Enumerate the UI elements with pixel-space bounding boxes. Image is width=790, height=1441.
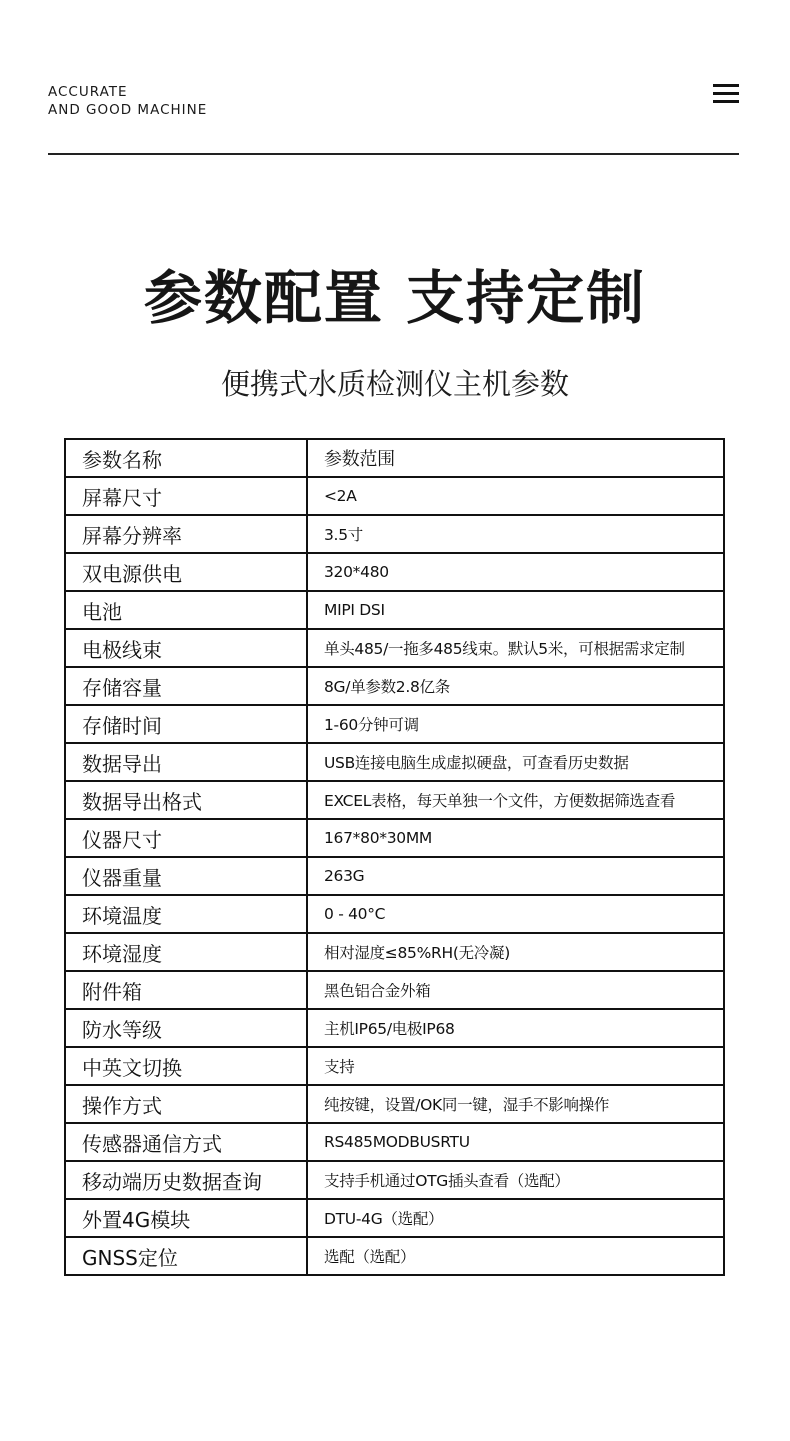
param-value: <2A: [307, 477, 724, 515]
param-name: 仪器重量: [65, 857, 307, 895]
param-name: 外置4G模块: [65, 1199, 307, 1237]
param-name: 电池: [65, 591, 307, 629]
menu-bar: [713, 92, 739, 95]
menu-bar: [713, 100, 739, 103]
param-value: 支持手机通过OTG插头查看（选配）: [307, 1161, 724, 1199]
param-name: 环境湿度: [65, 933, 307, 971]
table-row: [65, 971, 724, 1009]
param-name: 仪器尺寸: [65, 819, 307, 857]
page-subtitle: 便携式水质检测仪主机参数: [220, 367, 569, 401]
param-value: 选配（选配）: [307, 1237, 724, 1275]
menu-bar: [713, 84, 739, 87]
table-row: [65, 1009, 724, 1047]
header-value-cell: 参数范围: [307, 439, 724, 477]
param-value: 纯按键，设置/OK同一键，湿手不影响操作: [307, 1085, 724, 1123]
param-value: MIPI DSI: [307, 591, 724, 629]
param-name: 存储时间: [65, 705, 307, 743]
param-name: 移动端历史数据查询: [65, 1161, 307, 1199]
param-name: 数据导出格式: [65, 781, 307, 819]
param-value: DTU-4G（选配）: [307, 1199, 724, 1237]
param-value: 263G: [307, 857, 724, 895]
header-divider: [48, 153, 739, 155]
param-value: 黑色铝合金外箱: [307, 971, 724, 1009]
param-name: 数据导出: [65, 743, 307, 781]
brand-line-2: AND GOOD MACHINE: [48, 102, 208, 118]
param-name: 存储容量: [65, 667, 307, 705]
param-name: 电极线束: [65, 629, 307, 667]
table-row: [65, 515, 724, 553]
table-row: [65, 1123, 724, 1161]
table-row: [65, 895, 724, 933]
param-value: EXCEL表格，每天单独一个文件，方便数据筛选查看: [307, 781, 724, 819]
param-value: 8G/单参数2.8亿条: [307, 667, 724, 705]
table-row: [65, 705, 724, 743]
param-name: 屏幕分辨率: [65, 515, 307, 553]
param-value: 0 - 40°C: [307, 895, 724, 933]
param-name: 传感器通信方式: [65, 1123, 307, 1161]
param-name: 附件箱: [65, 971, 307, 1009]
page-title: 参数配置 支持定制: [143, 264, 647, 332]
param-name: 环境温度: [65, 895, 307, 933]
table-header-row: [65, 439, 724, 477]
param-name: 防水等级: [65, 1009, 307, 1047]
param-value: 主机IP65/电极IP68: [307, 1009, 724, 1047]
param-value: 167*80*30MM: [307, 819, 724, 857]
table-row: [65, 819, 724, 857]
param-value: 1-60分钟可调: [307, 705, 724, 743]
table-row: [65, 1047, 724, 1085]
param-value: 3.5寸: [307, 515, 724, 553]
brand-logo-text: [48, 83, 207, 119]
table-row: [65, 743, 724, 781]
param-value: USB连接电脑生成虚拟硬盘，可查看历史数据: [307, 743, 724, 781]
param-value: 320*480: [307, 553, 724, 591]
table-row: [65, 629, 724, 667]
param-value: 单头485/一拖多485线束。默认5米，可根据需求定制: [307, 629, 724, 667]
table-row: [65, 781, 724, 819]
param-name: GNSS定位: [65, 1237, 307, 1275]
param-value: 相对湿度≤85%RH(无冷凝): [307, 933, 724, 971]
table-row: [65, 1085, 724, 1123]
param-value: 支持: [307, 1047, 724, 1085]
table-row: [65, 553, 724, 591]
param-name: 双电源供电: [65, 553, 307, 591]
table-row: [65, 1237, 724, 1275]
table-row: [65, 1199, 724, 1237]
table-row: [65, 591, 724, 629]
table-row: [65, 667, 724, 705]
hamburger-menu-icon[interactable]: [713, 84, 739, 106]
table-row: [65, 857, 724, 895]
param-name: 操作方式: [65, 1085, 307, 1123]
header-name-cell: 参数名称: [65, 439, 307, 477]
brand-line-1: ACCURATE: [48, 84, 128, 100]
parameter-table: [64, 438, 725, 1276]
param-name: 屏幕尺寸: [65, 477, 307, 515]
table-row: [65, 477, 724, 515]
param-value: RS485MODBUSRTU: [307, 1123, 724, 1161]
table-row: [65, 933, 724, 971]
table-row: [65, 1161, 724, 1199]
param-name: 中英文切换: [65, 1047, 307, 1085]
